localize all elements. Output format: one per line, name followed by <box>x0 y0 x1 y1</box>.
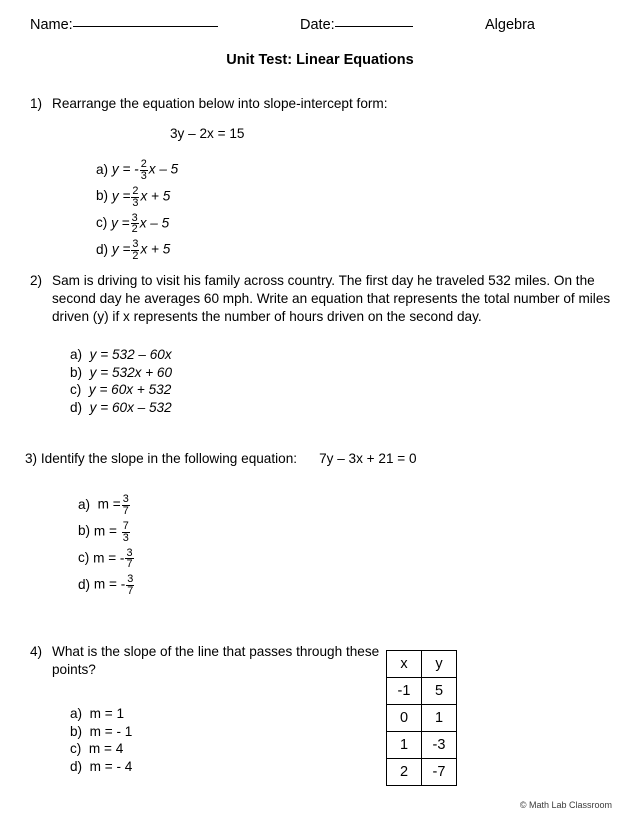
name-field <box>30 17 218 33</box>
fraction-numerator: 2 <box>132 184 139 197</box>
fraction <box>122 494 130 517</box>
table-header-y: y <box>422 651 457 678</box>
question-4-choices <box>70 705 132 776</box>
question-3 <box>25 450 605 598</box>
table-row <box>387 678 457 705</box>
choice-label: a) <box>96 161 109 177</box>
table-cell-x: 1 <box>387 732 422 759</box>
choice-label: c) <box>70 382 82 398</box>
choice-prefix: y = <box>111 188 131 204</box>
choice-item[interactable] <box>70 346 172 364</box>
choice-prefix: m = <box>97 496 121 512</box>
choice-label: d) <box>78 576 91 592</box>
worksheet-header <box>30 17 610 39</box>
page-title: Unit Test: Linear Equations <box>226 52 414 68</box>
fraction-numerator: 3 <box>127 573 134 586</box>
question-2-choices <box>70 346 172 417</box>
question-4-number: 4) <box>30 644 43 659</box>
choice-label: c) <box>70 741 82 757</box>
table-row <box>387 759 457 786</box>
choice-prefix: m = - <box>93 550 125 566</box>
table-cell-x: 2 <box>387 759 422 786</box>
choice-suffix: x + 5 <box>140 188 171 204</box>
choice-item[interactable] <box>96 237 178 264</box>
question-1 <box>30 95 610 263</box>
choice-label: d) <box>70 400 83 416</box>
fraction-numerator: 2 <box>140 158 147 170</box>
choice-prefix: m = <box>93 523 117 539</box>
copyright-footer: © Math Lab Classroom <box>519 800 612 810</box>
question-1-choices <box>96 157 178 264</box>
fraction <box>125 548 133 571</box>
choice-text: m = - 1 <box>89 723 133 739</box>
fraction <box>131 186 139 209</box>
choice-label: a) <box>78 496 91 512</box>
choice-text: m = 1 <box>89 706 125 721</box>
choice-label: a) <box>70 706 83 721</box>
choice-text: y = 532 – 60x <box>89 347 172 362</box>
choice-item[interactable] <box>70 723 132 741</box>
choice-label: c) <box>78 550 90 566</box>
fraction-numerator: 3 <box>122 493 129 505</box>
choice-label: b) <box>78 523 91 539</box>
choice-item[interactable] <box>78 492 135 519</box>
fraction <box>131 239 139 262</box>
choice-item[interactable] <box>70 740 132 758</box>
choice-label: d) <box>96 241 109 257</box>
choice-item[interactable] <box>70 381 172 399</box>
choice-label: b) <box>96 188 109 204</box>
fraction <box>131 213 139 236</box>
choice-label: b) <box>70 364 83 380</box>
date-label: Date: <box>300 17 335 33</box>
question-1-number: 1) <box>30 96 43 111</box>
question-3-equation: 7y – 3x + 21 = 0 <box>319 451 417 466</box>
table-cell-y: 5 <box>422 678 457 705</box>
question-2-prompt: Sam is driving to visit his family across country. The first day he traveled 532 miles. On the second day he averages 60 mph. Write an equation that represents the total number of miles driven (y) if x represents the number of hours driven on the second day. <box>52 273 611 325</box>
question-1-prompt: Rearrange the equation below into slope-intercept form: <box>52 96 388 111</box>
fraction-denominator: 2 <box>131 223 138 236</box>
question-4-prompt: What is the slope of the line that passes through these points? <box>52 644 380 678</box>
choice-item[interactable] <box>96 211 178 238</box>
choice-suffix: x – 5 <box>139 215 170 231</box>
question-3-prompt: Identify the slope in the following equation: <box>40 451 298 466</box>
fraction-denominator: 2 <box>132 250 139 263</box>
choice-text: y = 60x – 532 <box>89 400 172 416</box>
choice-text: m = - 4 <box>89 759 133 775</box>
choice-item[interactable] <box>70 399 172 417</box>
date-field <box>300 17 413 33</box>
table-cell-x: -1 <box>387 678 422 705</box>
course-label: Algebra <box>485 17 535 33</box>
choice-prefix: y = - <box>111 161 139 177</box>
question-3-number: 3) <box>25 451 38 466</box>
choice-item[interactable] <box>78 546 135 573</box>
choice-label: a) <box>70 347 83 362</box>
choice-prefix: m = - <box>93 576 126 592</box>
table-row <box>387 732 457 759</box>
table-cell-y: 1 <box>422 705 457 732</box>
fraction <box>140 159 148 182</box>
table-header-row <box>387 651 457 678</box>
choice-label: c) <box>96 215 108 231</box>
fraction-numerator: 3 <box>131 211 138 224</box>
date-blank-line[interactable] <box>335 26 413 27</box>
table-cell-y: -3 <box>422 732 457 759</box>
choice-text: y = 532x + 60 <box>89 364 173 380</box>
choice-label: b) <box>70 723 83 739</box>
choice-item[interactable] <box>70 705 132 723</box>
choice-text: y = 60x + 532 <box>88 382 172 398</box>
fraction <box>126 574 134 597</box>
name-blank-line[interactable] <box>73 26 218 27</box>
choice-text: m = 4 <box>88 741 124 757</box>
choice-suffix: x – 5 <box>148 161 179 177</box>
fraction-numerator: 3 <box>132 238 139 251</box>
question-1-equation: 3y – 2x = 15 <box>170 126 245 141</box>
choice-label: d) <box>70 759 83 775</box>
fraction-denominator: 7 <box>126 558 133 571</box>
name-label: Name: <box>30 17 73 33</box>
question-4 <box>30 643 380 775</box>
choice-item[interactable] <box>96 184 178 211</box>
fraction-denominator: 7 <box>122 504 129 517</box>
question-3-choices <box>78 492 135 599</box>
table-cell-y: -7 <box>422 759 457 786</box>
question-2-number: 2) <box>30 273 43 288</box>
choice-item[interactable] <box>78 572 135 599</box>
fraction-denominator: 3 <box>122 531 129 544</box>
question-3-line <box>25 450 605 468</box>
choice-prefix: y = <box>111 241 131 257</box>
choice-item[interactable] <box>70 758 132 776</box>
fraction-numerator: 7 <box>122 519 129 532</box>
choice-suffix: x + 5 <box>140 241 171 257</box>
table-header-x: x <box>387 651 422 678</box>
xy-data-table <box>386 650 457 786</box>
fraction-denominator: 3 <box>132 196 139 209</box>
fraction-denominator: 7 <box>127 585 134 598</box>
choice-item[interactable] <box>78 519 135 546</box>
question-2 <box>30 272 616 416</box>
choice-item[interactable] <box>96 157 178 184</box>
fraction-denominator: 3 <box>140 169 147 182</box>
table-row <box>387 705 457 732</box>
table-cell-x: 0 <box>387 705 422 732</box>
fraction-numerator: 3 <box>126 546 133 559</box>
fraction <box>122 521 130 544</box>
choice-prefix: y = <box>111 215 130 231</box>
choice-item[interactable] <box>70 364 172 382</box>
